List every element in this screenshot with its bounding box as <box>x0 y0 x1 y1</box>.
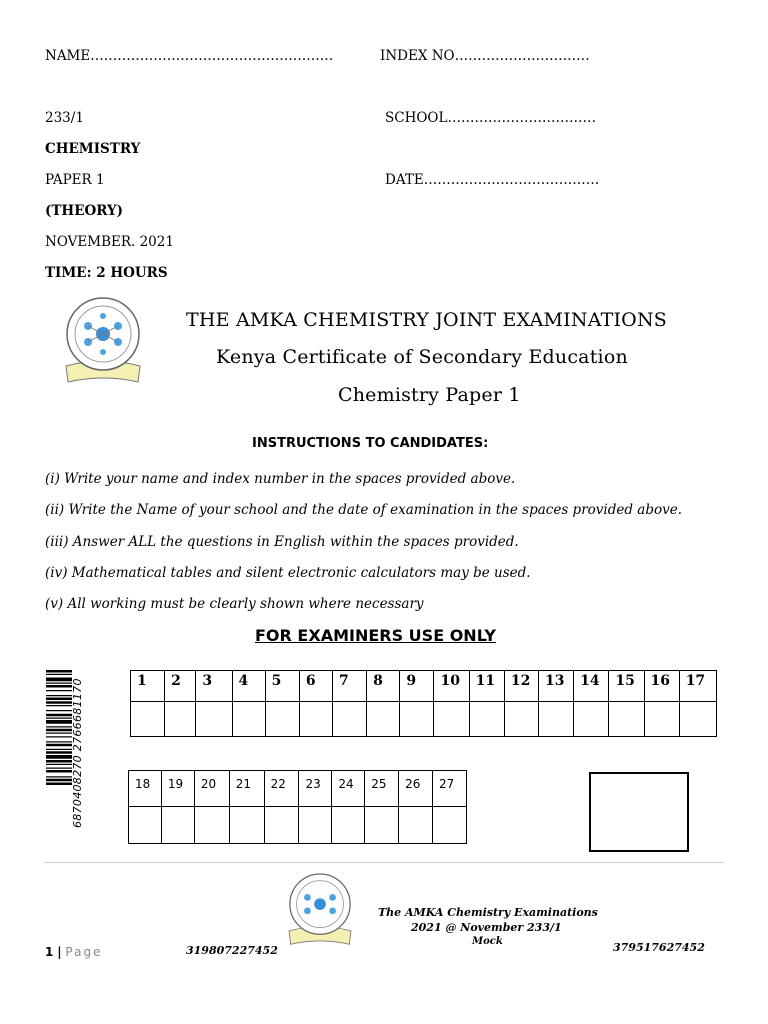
question-number: 22 <box>264 771 299 807</box>
question-number: 10 <box>434 671 469 702</box>
score-cell[interactable] <box>129 807 162 844</box>
question-number: 18 <box>129 771 162 807</box>
question-number: 15 <box>609 671 644 702</box>
date-field: DATE………………………………… <box>385 172 600 188</box>
score-cell[interactable] <box>229 807 264 844</box>
council-logo <box>60 294 146 388</box>
score-table-1 <box>130 670 717 737</box>
question-number-row <box>131 671 717 702</box>
exam-title: THE AMKA CHEMISTRY JOINT EXAMINATIONS <box>186 309 667 331</box>
instruction-item: (ii) Write the Name of your school and the date of examination in the spaces provided above. <box>45 502 683 518</box>
score-cell[interactable] <box>400 702 434 737</box>
instruction-item: (iii) Answer ALL the questions in English within the spaces provided. <box>45 534 519 550</box>
time-allowed: TIME: 2 HOURS <box>45 265 168 281</box>
name-field: NAME……………………………………………… <box>45 48 334 64</box>
score-table-2 <box>128 770 467 844</box>
page-number-value: 1 <box>45 945 54 959</box>
score-cell[interactable] <box>194 807 229 844</box>
instruction-item: (iv) Mathematical tables and silent electronic calculators may be used. <box>45 565 531 581</box>
question-number: 27 <box>433 771 467 807</box>
paper-type: (THEORY) <box>45 203 124 219</box>
question-number: 20 <box>194 771 229 807</box>
score-cell[interactable] <box>469 702 504 737</box>
score-cell[interactable] <box>399 807 433 844</box>
score-cell[interactable] <box>609 702 644 737</box>
score-cell[interactable] <box>332 807 365 844</box>
score-cell[interactable] <box>504 702 538 737</box>
question-number: 4 <box>232 671 265 702</box>
instructions-heading: INSTRUCTIONS TO CANDIDATES: <box>252 436 489 451</box>
question-number: 2 <box>165 671 196 702</box>
score-cell[interactable] <box>574 702 609 737</box>
score-cell[interactable] <box>232 702 265 737</box>
footer-code-right: 379517627452 <box>613 941 705 954</box>
exam-subtitle: Kenya Certificate of Secondary Education <box>216 346 628 368</box>
subject-label: CHEMISTRY <box>45 141 141 157</box>
question-number: 26 <box>399 771 433 807</box>
score-cell[interactable] <box>539 702 574 737</box>
question-number: 12 <box>504 671 538 702</box>
examiner-heading: FOR EXAMINERS USE ONLY <box>255 626 496 645</box>
question-number: 6 <box>299 671 332 702</box>
total-score-box[interactable] <box>589 772 689 852</box>
score-entry-row <box>131 702 717 737</box>
question-number-row <box>129 771 467 807</box>
question-number: 23 <box>299 771 332 807</box>
paper-code: 233/1 <box>45 110 84 126</box>
question-number: 5 <box>265 671 299 702</box>
score-cell[interactable] <box>131 702 165 737</box>
instruction-item: (i) Write your name and index number in the spaces provided above. <box>45 471 516 487</box>
footer-date-line: 2021 @ November 233/1 <box>411 921 562 934</box>
question-number: 19 <box>161 771 194 807</box>
barcode-number: 6870408270 2766681170 <box>71 678 84 828</box>
question-number: 11 <box>469 671 504 702</box>
page-number <box>45 945 102 959</box>
footer-org-line: The AMKA Chemistry Examinations <box>378 906 598 919</box>
score-cell[interactable] <box>299 702 332 737</box>
question-number: 3 <box>196 671 232 702</box>
footer-divider <box>44 862 724 863</box>
barcode <box>46 670 72 828</box>
footer-logo <box>284 868 356 952</box>
score-cell[interactable] <box>679 702 716 737</box>
question-number: 21 <box>229 771 264 807</box>
school-field: SCHOOL…………………………… <box>385 110 596 126</box>
score-entry-row <box>129 807 467 844</box>
instruction-item: (v) All working must be clearly shown where necessary <box>45 596 424 612</box>
score-cell[interactable] <box>644 702 679 737</box>
question-number: 8 <box>367 671 400 702</box>
score-cell[interactable] <box>367 702 400 737</box>
question-number: 16 <box>644 671 679 702</box>
score-cell[interactable] <box>264 807 299 844</box>
question-number: 17 <box>679 671 716 702</box>
question-number: 13 <box>539 671 574 702</box>
score-cell[interactable] <box>161 807 194 844</box>
footer-code-left: 319807227452 <box>186 944 278 957</box>
score-cell[interactable] <box>365 807 399 844</box>
score-cell[interactable] <box>332 702 366 737</box>
page-label: Page <box>65 945 103 959</box>
index-number-field: INDEX NO………………………… <box>380 48 590 64</box>
page-separator: | <box>57 945 62 959</box>
footer-mock-label: Mock <box>472 936 503 947</box>
question-number: 7 <box>332 671 366 702</box>
question-number: 14 <box>574 671 609 702</box>
score-cell[interactable] <box>265 702 299 737</box>
paper-label: PAPER 1 <box>45 172 105 188</box>
score-cell[interactable] <box>433 807 467 844</box>
score-cell[interactable] <box>299 807 332 844</box>
question-number: 25 <box>365 771 399 807</box>
exam-month: NOVEMBER. 2021 <box>45 234 174 250</box>
question-number: 9 <box>400 671 434 702</box>
score-cell[interactable] <box>165 702 196 737</box>
question-number: 1 <box>131 671 165 702</box>
score-cell[interactable] <box>434 702 469 737</box>
paper-title: Chemistry Paper 1 <box>338 384 521 406</box>
question-number: 24 <box>332 771 365 807</box>
score-cell[interactable] <box>196 702 232 737</box>
